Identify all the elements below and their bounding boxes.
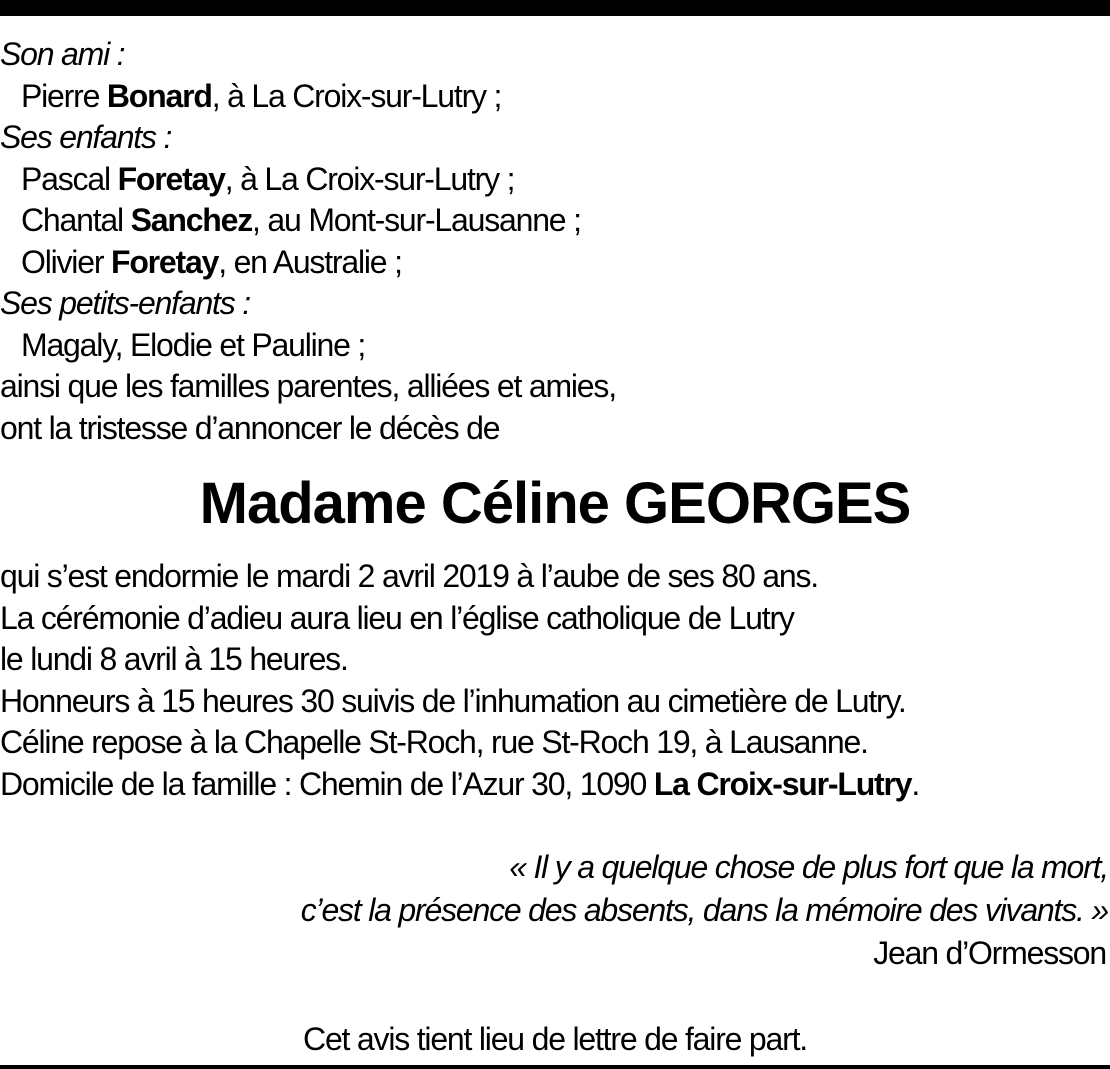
quote-line: c’est la présence des absents, dans la mémoire des vivants. » [300,892,1108,928]
entry-location: , en Australie ; [218,243,402,280]
detail-line: le lundi 8 avril à 15 heures. [0,641,348,677]
domicile-suffix: . [911,765,920,802]
obituary-notice [0,34,1110,1059]
child-entry [0,200,1110,242]
last-name: Bonard [106,77,212,114]
detail-line: La cérémonie d’adieu aura lieu en l’église catholique de Lutry [0,599,794,636]
entry-location: , à La Croix-sur-Lutry ; [224,160,515,197]
quote-author: Jean d’Ormesson [873,935,1106,971]
quote-block [0,846,1110,975]
detail-line: Céline repose à la Chapelle St-Roch, rue St-Roch 19, à Lausanne. [0,724,868,760]
bottom-border-rule [0,1065,1110,1069]
child-entry [0,159,1110,201]
grandchildren-entry: Magaly, Elodie et Pauline ; [21,326,366,363]
first-name: Pierre [21,77,100,114]
first-name: Chantal [21,202,123,238]
families-line: ainsi que les familles parentes, alliées et amies, [0,368,616,404]
last-name: Foretay [110,243,219,280]
friend-heading: Son ami : [0,36,125,72]
quote-line: « Il y a quelque chose de plus fort que la mort, [509,849,1108,885]
top-border-rule [0,0,1110,16]
friend-entry [0,76,1110,118]
grandchildren-heading: Ses petits-enfants : [0,285,250,321]
first-name: Pascal [21,160,110,197]
closing-note: Cet avis tient lieu de lettre de faire part. [303,1021,807,1057]
deceased-name: Madame Céline GEORGES [199,471,911,536]
detail-line: qui s’est endormie le mardi 2 avril 2019 à l’aube de ses 80 ans. [0,558,818,594]
domicile-place: La Croix-sur-Lutry [653,765,912,802]
entry-location: , au Mont-sur-Lausanne ; [252,202,581,238]
last-name: Foretay [117,160,225,197]
domicile-line [0,764,1110,806]
children-heading: Ses enfants : [0,119,172,155]
first-name: Olivier [21,243,104,280]
child-entry [0,242,1110,284]
announce-line: ont la tristesse d’annoncer le décès de [0,409,500,446]
entry-location: , à La Croix-sur-Lutry ; [211,77,502,114]
domicile-address: Domicile de la famille : Chemin de l’Azur 30, 1090 [0,765,654,802]
last-name: Sanchez [130,202,253,238]
detail-line: Honneurs à 15 heures 30 suivis de l’inhumation au cimetière de Lutry. [0,682,906,719]
